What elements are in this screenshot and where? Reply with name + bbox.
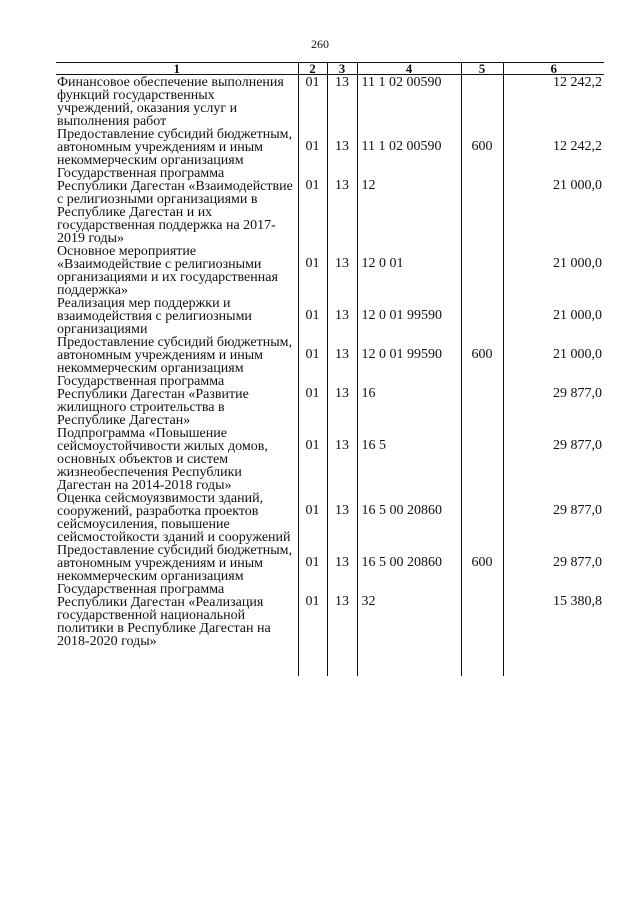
row-section: 01	[298, 336, 327, 375]
row-section: 01	[298, 75, 327, 129]
row-name: Основное мероприятие «Взаимодействие с религиозными организациями и их государственная поддержка»	[57, 244, 278, 298]
row-subsection: 13	[327, 427, 357, 492]
row-amount: 29 877,0	[503, 544, 604, 583]
row-subsection: 13	[327, 375, 357, 427]
table-row	[56, 75, 604, 129]
row-target-code: 16 5	[357, 427, 461, 492]
row-section: 01	[298, 544, 327, 583]
row-subsection: 13	[327, 583, 357, 648]
page-number: 260	[311, 37, 329, 51]
row-target-code: 16 5 00 20860	[357, 544, 461, 583]
row-section: 01	[298, 128, 327, 167]
row-subsection: 13	[327, 75, 357, 129]
row-amount: 29 877,0	[503, 427, 604, 492]
row-section: 01	[298, 245, 327, 297]
filler-cell	[327, 648, 357, 676]
row-amount: 21 000,0	[503, 167, 604, 245]
table-body	[56, 75, 604, 677]
filler-cell	[503, 648, 604, 676]
table-row	[56, 544, 604, 583]
row-target-code: 32	[357, 583, 461, 648]
row-target-code: 16	[357, 375, 461, 427]
row-target-code: 12	[357, 167, 461, 245]
header-col-2: 2	[298, 63, 327, 75]
row-amount: 29 877,0	[503, 375, 604, 427]
row-expense-type	[461, 375, 503, 427]
row-expense-type: 600	[461, 544, 503, 583]
row-subsection: 13	[327, 167, 357, 245]
row-name: Предоставление субсидий бюджетным, автономным учреждениям и иным некоммерческим организациям	[57, 543, 293, 584]
row-expense-type: 600	[461, 128, 503, 167]
row-amount: 21 000,0	[503, 297, 604, 336]
row-amount: 12 242,2	[503, 128, 604, 167]
filler-cell	[56, 648, 298, 676]
row-target-code: 12 0 01 99590	[357, 336, 461, 375]
row-expense-type: 600	[461, 336, 503, 375]
row-name: Государственная программа Республики Дагестан «Реализация государственной национальной политики в Республике Дагестан на 2018-2020 годы»	[57, 582, 271, 649]
filler-cell	[298, 648, 327, 676]
row-subsection: 13	[327, 128, 357, 167]
row-name: Государственная программа Республики Дагестан «Взаимодействие с религиозными организациями в Республике Дагестан и их государственная поддержка на 2017-2019 годы»	[57, 166, 293, 246]
table-filler-row	[56, 648, 604, 676]
row-name: Предоставление субсидий бюджетным, автономным учреждениям и иным некоммерческим организациям	[57, 335, 293, 376]
row-target-code: 11 1 02 00590	[357, 75, 461, 129]
row-name: Подпрограмма «Повышение сейсмоустойчивости жилых домов, основных объектов и систем жизнеобеспечения Республики Дагестан на 2014-2018 годы»	[57, 426, 268, 493]
row-subsection: 13	[327, 297, 357, 336]
budget-table	[56, 62, 604, 676]
row-target-code: 12 0 01 99590	[357, 297, 461, 336]
row-name: Оценка сейсмоуязвимости зданий, сооружений, разработка проектов сейсмоусиления, повышение сейсмостойкости зданий и сооружений	[57, 491, 291, 545]
table-row	[56, 245, 604, 297]
row-section: 01	[298, 427, 327, 492]
row-expense-type	[461, 492, 503, 544]
row-target-code: 16 5 00 20860	[357, 492, 461, 544]
filler-cell	[461, 648, 503, 676]
row-name: Реализация мер поддержки и взаимодействия с религиозными организациями	[57, 296, 252, 337]
table-row	[56, 336, 604, 375]
row-amount: 15 380,8	[503, 583, 604, 648]
table-row	[56, 427, 604, 492]
table-row	[56, 492, 604, 544]
row-expense-type	[461, 167, 503, 245]
table-row	[56, 167, 604, 245]
table-row	[56, 375, 604, 427]
row-name: Государственная программа Республики Дагестан «Развитие жилищного строительства в Республике Дагестан»	[57, 374, 249, 428]
row-expense-type	[461, 583, 503, 648]
row-section: 01	[298, 583, 327, 648]
row-expense-type	[461, 75, 503, 129]
row-section: 01	[298, 297, 327, 336]
row-expense-type	[461, 297, 503, 336]
row-amount: 21 000,0	[503, 336, 604, 375]
row-subsection: 13	[327, 336, 357, 375]
header-col-1: 1	[56, 63, 298, 75]
row-target-code: 12 0 01	[357, 245, 461, 297]
row-subsection: 13	[327, 492, 357, 544]
table-row	[56, 583, 604, 648]
table-row	[56, 297, 604, 336]
row-amount: 29 877,0	[503, 492, 604, 544]
row-target-code: 11 1 02 00590	[357, 128, 461, 167]
row-expense-type	[461, 245, 503, 297]
header-col-6: 6	[503, 63, 604, 75]
table-header	[56, 63, 604, 75]
header-col-5: 5	[461, 63, 503, 75]
table-row	[56, 128, 604, 167]
row-name: Финансовое обеспечение выполнения функций государственных учреждений, оказания услуг и выполнения работ	[57, 75, 284, 129]
row-subsection: 13	[327, 544, 357, 583]
row-section: 01	[298, 167, 327, 245]
header-col-4: 4	[357, 63, 461, 75]
row-name: Предоставление субсидий бюджетным, автономным учреждениям и иным некоммерческим организациям	[57, 127, 293, 168]
header-col-3: 3	[327, 63, 357, 75]
row-expense-type	[461, 427, 503, 492]
row-amount: 21 000,0	[503, 245, 604, 297]
filler-cell	[357, 648, 461, 676]
row-amount: 12 242,2	[503, 75, 604, 129]
row-section: 01	[298, 375, 327, 427]
row-subsection: 13	[327, 245, 357, 297]
row-section: 01	[298, 492, 327, 544]
